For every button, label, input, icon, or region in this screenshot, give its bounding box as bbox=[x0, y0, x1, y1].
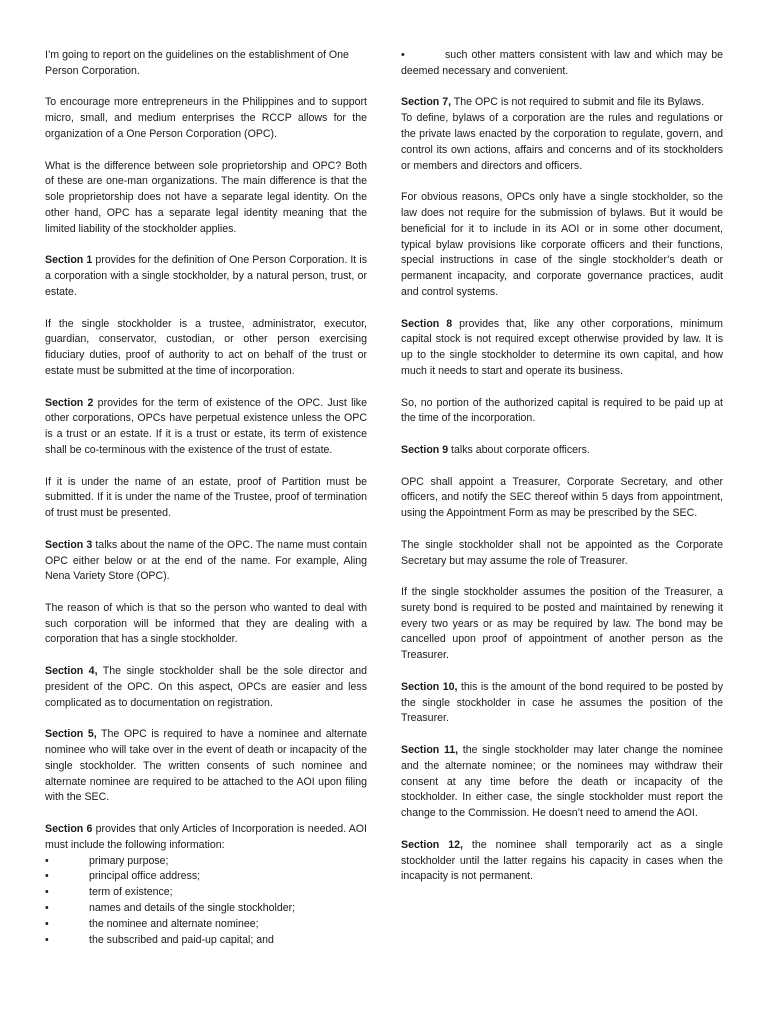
treasurer-bond-paragraph: If the single stockholder assumes the position of the Treasurer, a surety bond is required to be posted and maintained by renewing it every two years or as may be required by law. The bond may be cancelled upon proof of appointment of another person as the Treasurer. bbox=[401, 586, 723, 662]
section-6-paragraph bbox=[45, 822, 367, 854]
section-7-text: The OPC is not required to submit and file its Bylaws. bbox=[451, 96, 705, 109]
section-12-text: the nominee shall temporarily act as a single stockholder until the latter regains his capacity in cases when the incapacity is not permanent. bbox=[401, 838, 724, 883]
capital-paragraph: So, no portion of the authorized capital is required to be paid up at the time of the incorporation. bbox=[401, 396, 723, 425]
bullet-icon: • bbox=[45, 933, 49, 946]
section-11-label: Section 11, bbox=[401, 744, 459, 757]
bylaws-definition-paragraph: To define, bylaws of a corporation are the rules and regulations or the private laws enacted by the corporation to regulate, govern, and control its own actions, affairs and concerns and of its stockholders or members and directors and officers. bbox=[401, 112, 723, 172]
bullet-icon: • bbox=[45, 854, 49, 867]
section-2-text: provides for the term of existence of the OPC. Just like other corporations, OPCs have perpetual existence unless the OPC is a trust or an estate. If it is a trust or estate, its term of existence shall be co-terminous with the existence of the trust of estate. bbox=[45, 396, 367, 456]
section-10-label: Section 10, bbox=[401, 680, 458, 693]
section-9-label: Section 9 bbox=[401, 443, 449, 456]
purpose-paragraph: To encourage more entrepreneurs in the Philippines and to support micro, small, and medium enterprises the RCCP allows for the organization of a One Person Corporation (OPC). bbox=[45, 96, 367, 140]
section-1-paragraph bbox=[45, 253, 367, 300]
intro-paragraph: I’m going to report on the guidelines on the establishment of One Person Corporation. bbox=[45, 49, 349, 77]
right-column bbox=[401, 48, 723, 901]
list-item: • the nominee and alternate nominee; bbox=[45, 917, 367, 933]
bullet-icon: • bbox=[45, 917, 49, 930]
section-5-label: Section 5, bbox=[45, 728, 97, 741]
reason-paragraph: The reason of which is that so the person who wanted to deal with such corporation will be informed that they are dealing with a corporation that has a single stockholder. bbox=[45, 601, 367, 646]
section-10-paragraph bbox=[401, 680, 723, 727]
section-8-text: provides that, like any other corporations, minimum capital stock is not required except otherwise provided by law. It is up to the single stockholder to determine its own capital, and how much it needs to start and operate its business. bbox=[401, 317, 723, 377]
section-7-label: Section 7, bbox=[401, 96, 452, 109]
list-item: • primary purpose; bbox=[45, 854, 367, 870]
bullet-icon: • bbox=[45, 870, 49, 883]
section-1-text: provides for the definition of One Person Corporation. It is a corporation with a single stockholder, by a natural person, trust, or estate. bbox=[45, 254, 367, 298]
bullet-icon: • bbox=[45, 886, 49, 899]
section-11-text: the single stockholder may later change the nominee and the alternate nominee; or the nominees may withdraw their consent at any time before the death or incapacity of the stockholder. In either case, the single stockholder must report the change to the Commission. He doesn’t need to amend the AOI. bbox=[401, 744, 723, 820]
section-3-paragraph bbox=[45, 538, 367, 585]
section-1-label: Section 1 bbox=[45, 254, 93, 267]
section-9-paragraph bbox=[401, 443, 723, 459]
section-7-paragraph bbox=[401, 95, 723, 111]
section-9-text: talks about corporate officers. bbox=[448, 443, 590, 456]
left-column bbox=[45, 48, 367, 964]
list-item-continued: • such other matters consistent with law and which may be deemed necessary and convenient. bbox=[401, 49, 723, 77]
estate-paragraph: If it is under the name of an estate, proof of Partition must be submitted. If it is under the name of the Trustee, proof of termination of trust must be presented. bbox=[45, 475, 367, 520]
bullet-icon: • bbox=[45, 902, 49, 915]
section-5-paragraph bbox=[45, 727, 367, 806]
bullet-icon: • bbox=[401, 49, 405, 61]
section-2-paragraph bbox=[45, 396, 367, 459]
secretary-paragraph: The single stockholder shall not be appointed as the Corporate Secretary but may assume the role of Treasurer. bbox=[401, 538, 723, 567]
section-5-text: The OPC is required to have a nominee and alternate nominee who will take over in the event of death or incapacity of the single stockholder. The written consents of such nominee and alternate nominee are required to be attached to the AOI upon filing with the SEC. bbox=[45, 728, 367, 804]
section-4-paragraph bbox=[45, 664, 367, 711]
list-item: • the subscribed and paid-up capital; and bbox=[45, 933, 367, 949]
bylaws-reasons-paragraph: For obvious reasons, OPCs only have a single stockholder, so the law does not require for the submission of bylaws. But it would be beneficial for it to include in its AOI or in some other document, typical bylaw provisions like corporate officers and their functions, special instructions in case of the single stockholder’s death or permanent incapacity, and corporate governance practices, audit and control systems. bbox=[401, 191, 723, 298]
section-6-text: provides that only Articles of Incorporation is needed. AOI must include the following information: bbox=[45, 823, 367, 851]
list-item: • principal office address; bbox=[45, 869, 367, 885]
list-item: • term of existence; bbox=[45, 885, 367, 901]
section-3-text: talks about the name of the OPC. The name must contain OPC either below or at the end of the name. For example, Aling Nena Variety Store (OPC). bbox=[45, 538, 367, 583]
list-item: • names and details of the single stockholder; bbox=[45, 901, 367, 917]
officers-paragraph: OPC shall appoint a Treasurer, Corporate Secretary, and other officers, and notify the SEC thereof within 5 days from appointment, using the Appointment Form as may be prescribed by the SEC. bbox=[401, 475, 723, 520]
section-4-label: Section 4, bbox=[45, 665, 98, 678]
difference-paragraph: What is the difference between sole proprietorship and OPC? Both of these are one-man organizations. The main difference is that the sole proprietorship does not have a separate legal identity. On the other hand, OPC has a separate legal identity meaning that the limited liability of the stockholder applies. bbox=[45, 159, 367, 235]
section-11-paragraph bbox=[401, 743, 723, 822]
section-10-text: this is the amount of the bond required to be posted by the single stockholder in case he assumes the position of the Treasurer. bbox=[401, 680, 723, 725]
section-8-paragraph bbox=[401, 317, 723, 380]
section-3-label: Section 3 bbox=[45, 538, 93, 551]
section-6-label: Section 6 bbox=[45, 823, 93, 836]
aoi-information-list bbox=[45, 854, 367, 949]
section-12-paragraph bbox=[401, 838, 723, 885]
section-2-label: Section 2 bbox=[45, 396, 94, 409]
section-12-label: Section 12, bbox=[401, 838, 463, 851]
section-8-label: Section 8 bbox=[401, 317, 453, 330]
trustee-paragraph: If the single stockholder is a trustee, administrator, executor, guardian, conservator, custodian, or other person exercising fiduciary duties, proof of authority to act on behalf of the trust or estate must be submitted at the time of incorporation. bbox=[45, 317, 367, 377]
section-4-text: The single stockholder shall be the sole director and president of the OPC. On this aspect, OPCs are easier and less complicated as to documentation on registration. bbox=[45, 665, 367, 709]
